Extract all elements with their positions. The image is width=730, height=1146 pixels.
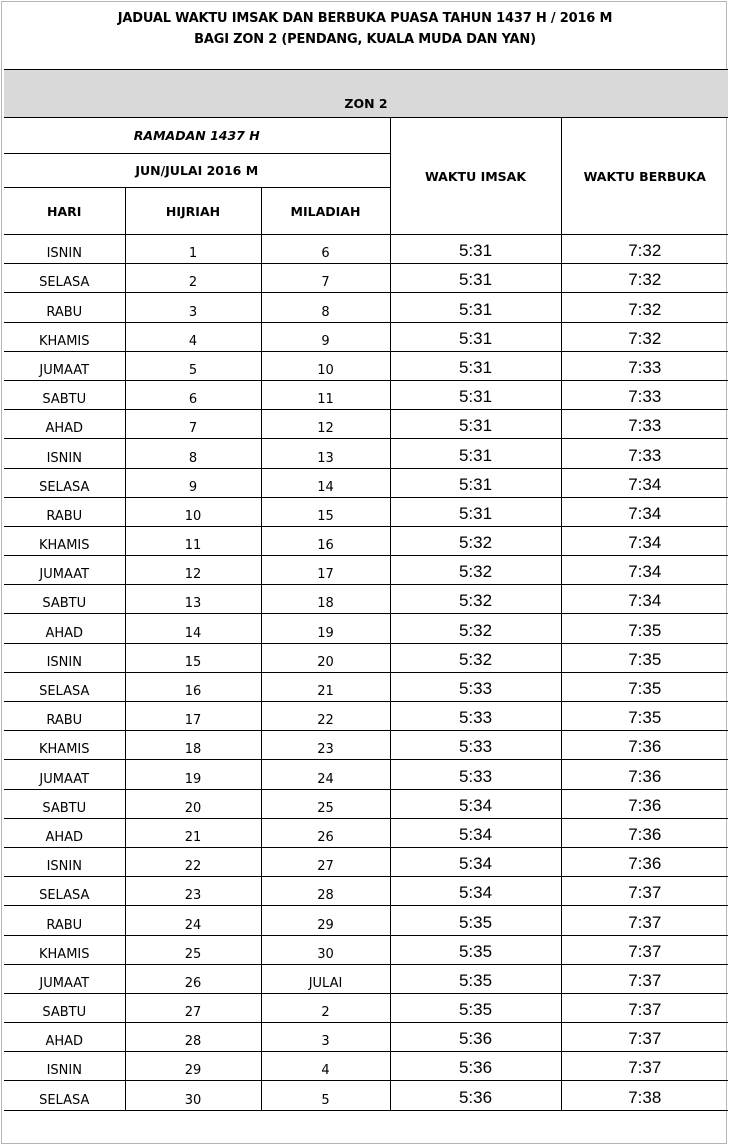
table-row xyxy=(4,847,728,876)
cell-imsak: 5:34 xyxy=(390,818,561,847)
cell-imsak: 5:32 xyxy=(390,643,561,672)
cell-hari: ISNIN xyxy=(4,643,125,672)
cell-berbuka: 7:33 xyxy=(561,380,728,409)
cell-miladiah: 10 xyxy=(261,351,390,380)
cell-miladiah: 13 xyxy=(261,439,390,468)
cell-imsak: 5:35 xyxy=(390,964,561,993)
cell-hari: KHAMIS xyxy=(4,526,125,555)
document-title: JADUAL WAKTU IMSAK DAN BERBUKA PUASA TAHUN 1437 H / 2016 M xyxy=(117,11,613,26)
cell-berbuka: 7:32 xyxy=(561,322,728,351)
cell-miladiah: 2 xyxy=(261,993,390,1022)
cell-imsak: 5:31 xyxy=(390,351,561,380)
cell-miladiah: 20 xyxy=(261,643,390,672)
table-row xyxy=(4,526,728,555)
cell-berbuka: 7:37 xyxy=(561,964,728,993)
cell-miladiah: 4 xyxy=(261,1052,390,1081)
cell-miladiah: 5 xyxy=(261,1081,390,1110)
cell-hijriah: 9 xyxy=(125,468,261,497)
table-row xyxy=(4,264,728,293)
cell-hijriah: 19 xyxy=(125,760,261,789)
table-row xyxy=(4,439,728,468)
table-row xyxy=(4,1052,728,1081)
header-row-ramadan xyxy=(4,118,728,154)
header-bulan: JUN/JULAI 2016 M xyxy=(4,154,390,188)
cell-hijriah: 4 xyxy=(125,322,261,351)
cell-hari: SELASA xyxy=(4,264,125,293)
header-hijriah: HIJRIAH xyxy=(125,188,261,235)
cell-miladiah: 17 xyxy=(261,556,390,585)
cell-miladiah: JULAI xyxy=(261,964,390,993)
cell-imsak: 5:31 xyxy=(390,264,561,293)
cell-hijriah: 21 xyxy=(125,818,261,847)
cell-hijriah: 27 xyxy=(125,993,261,1022)
cell-berbuka: 7:35 xyxy=(561,672,728,701)
cell-berbuka: 7:37 xyxy=(561,935,728,964)
table-row xyxy=(4,614,728,643)
cell-miladiah: 29 xyxy=(261,906,390,935)
cell-hari: SELASA xyxy=(4,1081,125,1110)
cell-imsak: 5:35 xyxy=(390,935,561,964)
table-row xyxy=(4,468,728,497)
cell-miladiah: 3 xyxy=(261,1023,390,1052)
cell-imsak: 5:31 xyxy=(390,380,561,409)
cell-berbuka: 7:35 xyxy=(561,643,728,672)
header-hari: HARI xyxy=(4,188,125,235)
cell-hijriah: 26 xyxy=(125,964,261,993)
table-row xyxy=(4,380,728,409)
cell-hari: KHAMIS xyxy=(4,322,125,351)
cell-miladiah: 23 xyxy=(261,731,390,760)
cell-miladiah: 8 xyxy=(261,293,390,322)
cell-miladiah: 9 xyxy=(261,322,390,351)
cell-imsak: 5:35 xyxy=(390,906,561,935)
cell-hijriah: 20 xyxy=(125,789,261,818)
cell-imsak: 5:31 xyxy=(390,410,561,439)
cell-berbuka: 7:35 xyxy=(561,614,728,643)
cell-hari: ISNIN xyxy=(4,847,125,876)
cell-hari: RABU xyxy=(4,702,125,731)
table-row xyxy=(4,935,728,964)
cell-hijriah: 5 xyxy=(125,351,261,380)
cell-berbuka: 7:34 xyxy=(561,585,728,614)
cell-imsak: 5:33 xyxy=(390,672,561,701)
cell-hijriah: 16 xyxy=(125,672,261,701)
cell-hari: SABTU xyxy=(4,380,125,409)
cell-hari: ISNIN xyxy=(4,439,125,468)
cell-imsak: 5:31 xyxy=(390,439,561,468)
table-row xyxy=(4,760,728,789)
cell-hijriah: 22 xyxy=(125,847,261,876)
cell-imsak: 5:31 xyxy=(390,322,561,351)
cell-miladiah: 28 xyxy=(261,877,390,906)
cell-berbuka: 7:37 xyxy=(561,906,728,935)
cell-hijriah: 1 xyxy=(125,235,261,264)
cell-hijriah: 12 xyxy=(125,556,261,585)
cell-miladiah: 24 xyxy=(261,760,390,789)
cell-berbuka: 7:37 xyxy=(561,993,728,1022)
cell-miladiah: 11 xyxy=(261,380,390,409)
cell-berbuka: 7:36 xyxy=(561,731,728,760)
cell-hari: ISNIN xyxy=(4,235,125,264)
cell-miladiah: 7 xyxy=(261,264,390,293)
cell-hijriah: 29 xyxy=(125,1052,261,1081)
cell-hari: RABU xyxy=(4,906,125,935)
table-row xyxy=(4,410,728,439)
cell-imsak: 5:32 xyxy=(390,614,561,643)
schedule-table xyxy=(4,69,728,1111)
cell-hijriah: 25 xyxy=(125,935,261,964)
cell-hijriah: 28 xyxy=(125,1023,261,1052)
cell-hijriah: 7 xyxy=(125,410,261,439)
cell-berbuka: 7:36 xyxy=(561,818,728,847)
table-row xyxy=(4,789,728,818)
cell-imsak: 5:34 xyxy=(390,847,561,876)
cell-berbuka: 7:38 xyxy=(561,1081,728,1110)
cell-imsak: 5:32 xyxy=(390,556,561,585)
table-row xyxy=(4,235,728,264)
cell-berbuka: 7:33 xyxy=(561,410,728,439)
cell-imsak: 5:36 xyxy=(390,1023,561,1052)
cell-imsak: 5:33 xyxy=(390,760,561,789)
cell-hari: KHAMIS xyxy=(4,731,125,760)
cell-hijriah: 17 xyxy=(125,702,261,731)
document-subtitle: BAGI ZON 2 (PENDANG, KUALA MUDA DAN YAN) xyxy=(194,32,536,47)
cell-hijriah: 13 xyxy=(125,585,261,614)
cell-hari: AHAD xyxy=(4,1023,125,1052)
table-row xyxy=(4,497,728,526)
cell-miladiah: 22 xyxy=(261,702,390,731)
table-row xyxy=(4,1081,728,1110)
cell-miladiah: 19 xyxy=(261,614,390,643)
cell-imsak: 5:36 xyxy=(390,1081,561,1110)
cell-berbuka: 7:34 xyxy=(561,468,728,497)
table-row xyxy=(4,322,728,351)
cell-miladiah: 27 xyxy=(261,847,390,876)
cell-hari: SELASA xyxy=(4,877,125,906)
cell-hijriah: 10 xyxy=(125,497,261,526)
cell-hijriah: 30 xyxy=(125,1081,261,1110)
cell-miladiah: 21 xyxy=(261,672,390,701)
cell-imsak: 5:34 xyxy=(390,877,561,906)
cell-imsak: 5:31 xyxy=(390,293,561,322)
cell-hari: SABTU xyxy=(4,585,125,614)
cell-berbuka: 7:36 xyxy=(561,847,728,876)
cell-berbuka: 7:37 xyxy=(561,1052,728,1081)
cell-berbuka: 7:36 xyxy=(561,789,728,818)
cell-imsak: 5:32 xyxy=(390,526,561,555)
cell-hari: RABU xyxy=(4,293,125,322)
cell-berbuka: 7:37 xyxy=(561,877,728,906)
cell-berbuka: 7:34 xyxy=(561,556,728,585)
table-row xyxy=(4,643,728,672)
table-row xyxy=(4,877,728,906)
cell-hari: ISNIN xyxy=(4,1052,125,1081)
zone-row xyxy=(4,70,728,118)
table-row xyxy=(4,702,728,731)
cell-hijriah: 23 xyxy=(125,877,261,906)
cell-berbuka: 7:32 xyxy=(561,235,728,264)
cell-imsak: 5:33 xyxy=(390,702,561,731)
cell-hijriah: 6 xyxy=(125,380,261,409)
cell-hari: AHAD xyxy=(4,818,125,847)
cell-hari: RABU xyxy=(4,497,125,526)
cell-imsak: 5:35 xyxy=(390,993,561,1022)
cell-hijriah: 11 xyxy=(125,526,261,555)
cell-hari: JUMAAT xyxy=(4,964,125,993)
cell-miladiah: 12 xyxy=(261,410,390,439)
header-berbuka: WAKTU BERBUKA xyxy=(561,118,728,235)
header-miladiah: MILADIAH xyxy=(261,188,390,235)
cell-hijriah: 8 xyxy=(125,439,261,468)
cell-miladiah: 30 xyxy=(261,935,390,964)
cell-miladiah: 14 xyxy=(261,468,390,497)
cell-hari: JUMAAT xyxy=(4,556,125,585)
cell-berbuka: 7:35 xyxy=(561,702,728,731)
table-row xyxy=(4,964,728,993)
table-row xyxy=(4,351,728,380)
cell-miladiah: 18 xyxy=(261,585,390,614)
cell-berbuka: 7:36 xyxy=(561,760,728,789)
cell-imsak: 5:36 xyxy=(390,1052,561,1081)
cell-miladiah: 15 xyxy=(261,497,390,526)
table-row xyxy=(4,818,728,847)
cell-imsak: 5:31 xyxy=(390,497,561,526)
cell-miladiah: 6 xyxy=(261,235,390,264)
cell-hari: KHAMIS xyxy=(4,935,125,964)
cell-hari: AHAD xyxy=(4,410,125,439)
cell-berbuka: 7:32 xyxy=(561,293,728,322)
cell-hijriah: 2 xyxy=(125,264,261,293)
table-row xyxy=(4,556,728,585)
cell-miladiah: 16 xyxy=(261,526,390,555)
table-row xyxy=(4,1023,728,1052)
cell-hari: JUMAAT xyxy=(4,760,125,789)
cell-hijriah: 14 xyxy=(125,614,261,643)
cell-hari: SABTU xyxy=(4,993,125,1022)
cell-hari: JUMAAT xyxy=(4,351,125,380)
cell-berbuka: 7:37 xyxy=(561,1023,728,1052)
header-ramadan: RAMADAN 1437 H xyxy=(4,118,390,154)
cell-berbuka: 7:34 xyxy=(561,497,728,526)
cell-berbuka: 7:33 xyxy=(561,439,728,468)
cell-hari: SELASA xyxy=(4,672,125,701)
table-row xyxy=(4,585,728,614)
cell-hari: SABTU xyxy=(4,789,125,818)
cell-imsak: 5:31 xyxy=(390,468,561,497)
cell-hari: SELASA xyxy=(4,468,125,497)
cell-miladiah: 25 xyxy=(261,789,390,818)
zone-label: ZON 2 xyxy=(4,70,728,118)
cell-imsak: 5:31 xyxy=(390,235,561,264)
table-row xyxy=(4,993,728,1022)
cell-berbuka: 7:32 xyxy=(561,264,728,293)
cell-hijriah: 15 xyxy=(125,643,261,672)
table-row xyxy=(4,906,728,935)
header-imsak: WAKTU IMSAK xyxy=(390,118,561,235)
cell-imsak: 5:33 xyxy=(390,731,561,760)
cell-hijriah: 18 xyxy=(125,731,261,760)
cell-berbuka: 7:33 xyxy=(561,351,728,380)
cell-imsak: 5:32 xyxy=(390,585,561,614)
cell-imsak: 5:34 xyxy=(390,789,561,818)
cell-miladiah: 26 xyxy=(261,818,390,847)
cell-hijriah: 3 xyxy=(125,293,261,322)
table-row xyxy=(4,731,728,760)
table-row xyxy=(4,672,728,701)
table-row xyxy=(4,293,728,322)
cell-hari: AHAD xyxy=(4,614,125,643)
cell-hijriah: 24 xyxy=(125,906,261,935)
cell-berbuka: 7:34 xyxy=(561,526,728,555)
